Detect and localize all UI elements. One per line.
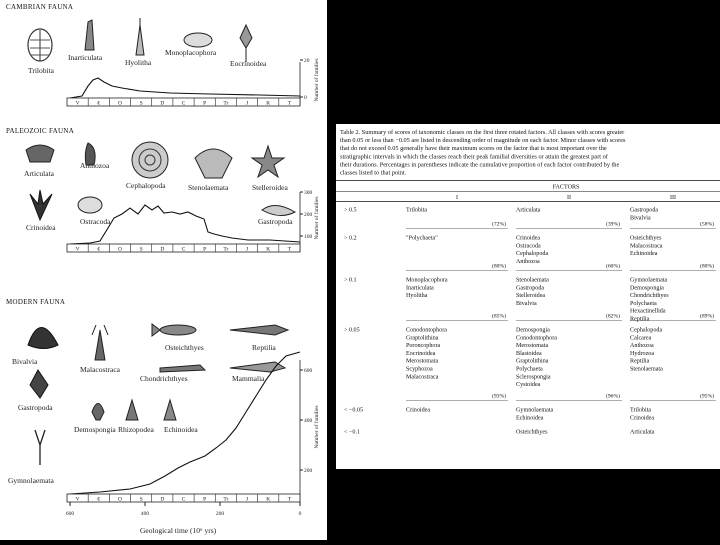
table-cell-item: Reptilia bbox=[630, 316, 650, 323]
section-title-cambrian: CAMBRIAN FAUNA bbox=[6, 3, 74, 11]
taxon-label: Malacostraca bbox=[80, 365, 120, 374]
table-cell-item: Stenolaemata bbox=[516, 277, 549, 284]
mammalia-fossil-icon bbox=[230, 362, 285, 372]
taxon-label: Ostracoda bbox=[80, 217, 111, 226]
table-caption-line: Table 2. Summary of scores of taxonomic classes on the first three rotated factors. All classes with scores greater bbox=[340, 129, 625, 136]
table-cell-item: Conodontophora bbox=[516, 335, 557, 342]
taxon-label: Rhizopodea bbox=[118, 425, 154, 434]
table-cell-item: Anthozoa bbox=[516, 258, 540, 265]
y-axis-title: Number of families bbox=[314, 196, 320, 240]
taxon-label: Gymnolaemata bbox=[8, 476, 54, 485]
table-cell-item: Malacostraca bbox=[630, 243, 663, 250]
period-label: € bbox=[97, 100, 101, 107]
table-cell-percent: (89%) bbox=[700, 313, 714, 320]
period-label: T bbox=[287, 100, 292, 107]
table-cell-item: Gastropoda bbox=[516, 285, 545, 292]
period-label: Tr bbox=[223, 246, 229, 253]
section-title-modern: MODERN FAUNA bbox=[6, 298, 66, 306]
table-cell-item: Gymnolaemata bbox=[630, 277, 668, 284]
demospongia-fossil-icon bbox=[92, 404, 104, 421]
period-label: J bbox=[245, 496, 249, 503]
table-cell-item: Gymnolaemata bbox=[516, 407, 554, 414]
table-caption-line: stratigraphic intervals in which the classes reach their peak familial diversities or attain the greatest part of bbox=[340, 153, 608, 161]
table-cell-percent: (60%) bbox=[606, 263, 620, 270]
table-cell-item: Stenolaemata bbox=[630, 366, 663, 373]
echinoidea-fossil-icon bbox=[164, 400, 176, 420]
period-label: K bbox=[266, 100, 271, 107]
table-cell-item: Reptilia bbox=[630, 358, 650, 365]
rhizopodea-fossil-icon bbox=[126, 400, 138, 420]
table-cell-percent: (96%) bbox=[606, 393, 620, 400]
taxon-label: Stenolaemata bbox=[188, 183, 229, 192]
malacostraca-fossil-icon bbox=[92, 325, 108, 360]
period-label: T bbox=[287, 246, 292, 253]
table-cell-percent: (95%) bbox=[700, 393, 714, 400]
period-label: P bbox=[203, 246, 207, 253]
table-caption-line: their durations. Percentages in parentheses indicate the cumulative proportion of each factor contributed by the bbox=[340, 161, 620, 169]
table-cell-item: Ostracoda bbox=[516, 243, 541, 250]
table-cell-item: Chondrichthyes bbox=[630, 293, 669, 300]
factor-table bbox=[336, 124, 720, 469]
taxon-label: Eocrinoidea bbox=[230, 59, 267, 68]
column-header: II bbox=[566, 195, 572, 201]
period-label: S bbox=[139, 246, 143, 253]
period-label: S bbox=[139, 496, 143, 503]
bivalvia-fossil-icon bbox=[28, 328, 58, 349]
taxon-label: Bivalvia bbox=[12, 357, 38, 366]
table-row bbox=[344, 430, 655, 436]
period-label: D bbox=[160, 100, 165, 107]
table-cell-item: Cystoidea bbox=[516, 382, 541, 389]
table-cell-item: Hydrozoa bbox=[630, 350, 655, 357]
table-cell-item: Stelleroidea bbox=[516, 293, 546, 300]
osteichthyes-fossil-icon bbox=[152, 324, 196, 336]
stenolaemata-fossil-icon bbox=[195, 149, 232, 178]
inarticulata-fossil-icon bbox=[85, 20, 94, 50]
table-cell-item: Inarticulata bbox=[406, 285, 434, 292]
stelleroidea-fossil-icon bbox=[252, 146, 284, 177]
x-tick-label: 600 bbox=[65, 511, 75, 517]
table-row bbox=[344, 408, 654, 422]
y-tick-label: 400 bbox=[304, 418, 313, 424]
row-score-label: > 0.2 bbox=[344, 235, 357, 242]
period-label: V bbox=[75, 100, 80, 107]
period-label: S bbox=[139, 100, 143, 107]
table-cell-item: Articulata bbox=[516, 207, 541, 214]
row-score-label: > 0.1 bbox=[344, 277, 357, 284]
taxon-label: Trilobita bbox=[28, 66, 54, 75]
taxon-label: Gastropoda bbox=[258, 217, 293, 226]
row-score-label: > 0.5 bbox=[344, 207, 357, 214]
y-tick-label: 200 bbox=[304, 468, 313, 474]
table-cell-item: Osteichthyes bbox=[630, 235, 662, 242]
period-label: € bbox=[97, 496, 101, 503]
diversity-curve bbox=[70, 78, 300, 98]
eocrinoidea-fossil-icon bbox=[240, 25, 252, 62]
column-header: I bbox=[455, 195, 459, 201]
row-score-label: > 0.05 bbox=[344, 327, 360, 334]
period-label: Tr bbox=[223, 496, 229, 503]
period-label: O bbox=[117, 246, 122, 253]
table-cell-item: Calcarea bbox=[630, 335, 652, 342]
x-tick-label: 0 bbox=[298, 511, 302, 517]
table-cell-item: Malacostraca bbox=[406, 374, 439, 381]
period-label: C bbox=[181, 246, 186, 253]
table-cell-item: Trilobita bbox=[630, 407, 652, 414]
taxon-label: Demospongia bbox=[74, 425, 116, 434]
table-cell-item: Graptolithina bbox=[406, 335, 439, 342]
table-cell-item: Eocrinoidea bbox=[406, 350, 436, 357]
table-row bbox=[344, 236, 716, 271]
table-cell-item: Poroncophora bbox=[406, 343, 441, 350]
table-caption-line: than 0.05 or less than −0.05 are listed in descending order of magnitude on each factor. Minor classes with scores bbox=[340, 137, 626, 145]
ostracoda-fossil-icon bbox=[78, 197, 102, 213]
table-cell-item: Sclerospongia bbox=[516, 374, 551, 381]
table-cell-percent: (80%) bbox=[700, 263, 714, 270]
gastropoda-fossil-icon bbox=[30, 370, 48, 398]
period-label: J bbox=[245, 100, 249, 107]
y-tick-label: 600 bbox=[304, 368, 313, 374]
taxon-label: Hyolitha bbox=[125, 58, 152, 67]
table-cell-item: Articulata bbox=[630, 429, 655, 436]
table-cell-item: Echinoidea bbox=[630, 251, 658, 258]
table-cell-item: Monoplacophora bbox=[406, 277, 448, 284]
table-cell-percent: (72%) bbox=[492, 221, 506, 228]
table-cell-percent: (93%) bbox=[492, 393, 506, 400]
table-cell-item: Hexactinellida bbox=[630, 308, 666, 315]
x-tick-label: 200 bbox=[215, 511, 225, 517]
table-cell-item: Merostomata bbox=[406, 358, 439, 365]
table-cell-item: Graptolithina bbox=[516, 358, 549, 365]
hyolitha-fossil-icon bbox=[136, 18, 144, 55]
table-cell-percent: (58%) bbox=[700, 221, 714, 228]
table-cell-item: "Polychaeta" bbox=[406, 235, 438, 242]
period-label: O bbox=[117, 496, 122, 503]
articulata-fossil-icon bbox=[26, 145, 54, 162]
y-tick-label: 20 bbox=[304, 58, 310, 64]
row-score-label: < −0.05 bbox=[344, 407, 364, 414]
period-label: T bbox=[287, 496, 292, 503]
factors-header: FACTORS bbox=[552, 184, 580, 191]
period-label: O bbox=[117, 100, 122, 107]
cephalopoda-fossil-icon bbox=[132, 142, 168, 178]
period-label: D bbox=[160, 496, 165, 503]
taxon-label: Stelleroidea bbox=[252, 183, 288, 192]
period-label: K bbox=[266, 496, 271, 503]
taxon-label: Inarticulata bbox=[68, 53, 103, 62]
table-cell-item: Polychaeta bbox=[516, 366, 543, 373]
table-cell-item: Bivalvia bbox=[630, 215, 651, 222]
table-cell-item: Anthozoa bbox=[630, 343, 654, 350]
table-cell-item: Bivalvia bbox=[516, 300, 537, 307]
monoplacophora-fossil-icon bbox=[184, 33, 212, 47]
gastropoda-fossil-icon bbox=[262, 205, 295, 215]
table-cell-item: Hyolitha bbox=[406, 293, 428, 300]
table-cell-percent: (80%) bbox=[492, 263, 506, 270]
taxon-label: Echinoidea bbox=[164, 425, 198, 434]
table-cell-item: Crinoidea bbox=[630, 415, 655, 422]
taxon-label: Cephalopoda bbox=[126, 181, 166, 190]
gymnolaemata-fossil-icon bbox=[35, 430, 45, 465]
table-row bbox=[344, 208, 716, 229]
table-cell-item: Echinoidea bbox=[516, 415, 544, 422]
y-tick-label: 300 bbox=[304, 190, 313, 196]
table-cell-item: Conodontophora bbox=[406, 327, 447, 334]
reptilia-fossil-icon bbox=[230, 325, 288, 335]
table-cell-item: Cephalopoda bbox=[630, 327, 663, 334]
y-tick-label: 0 bbox=[304, 95, 307, 101]
period-label: J bbox=[245, 246, 249, 253]
period-label: K bbox=[266, 246, 271, 253]
period-label: P bbox=[203, 100, 207, 107]
taxon-label: Gastropoda bbox=[18, 403, 53, 412]
table-caption-line: classes listed to that point. bbox=[340, 169, 407, 177]
period-label: C bbox=[181, 496, 186, 503]
trilobite-fossil-icon bbox=[28, 29, 52, 61]
row-score-label: < −0.1 bbox=[344, 429, 361, 436]
table-row bbox=[344, 328, 716, 401]
table-cell-item: Demospongia bbox=[630, 285, 664, 292]
column-header: III bbox=[669, 195, 677, 201]
y-axis-title: Number of families bbox=[314, 58, 320, 102]
cambrian-diversity-plot bbox=[67, 58, 320, 106]
table-cell-item: Polychaeta bbox=[630, 300, 657, 307]
diversity-figure-panel bbox=[0, 0, 327, 540]
table-cell-item: Osteichthyes bbox=[516, 429, 548, 436]
period-label: V bbox=[75, 246, 80, 253]
diversity-figure bbox=[0, 0, 327, 540]
taxon-label: Articulata bbox=[24, 169, 54, 178]
table-cell-item: Scyphozoa bbox=[406, 366, 433, 373]
taxon-label: Anthozoa bbox=[80, 161, 110, 170]
table-cell-item: Crinoidea bbox=[516, 235, 541, 242]
period-label: Tr bbox=[223, 100, 229, 107]
chondrichthyes-fossil-icon bbox=[160, 365, 205, 372]
period-label: D bbox=[160, 246, 165, 253]
table-cell-item: Blastoidea bbox=[516, 350, 542, 357]
x-tick-label: 400 bbox=[140, 511, 150, 517]
table-cell-percent: (39%) bbox=[606, 221, 620, 228]
y-axis-title: Number of families bbox=[314, 405, 320, 449]
taxon-label: Monoplacophora bbox=[165, 48, 217, 57]
taxon-label: Osteichthyes bbox=[165, 343, 204, 352]
x-axis-title: Geological time (10⁶ yrs) bbox=[140, 526, 217, 535]
table-cell-item: Cephalopoda bbox=[516, 251, 549, 258]
y-tick-label: 100 bbox=[304, 234, 313, 240]
table-cell-percent: (82%) bbox=[606, 313, 620, 320]
taxon-label: Reptilia bbox=[252, 343, 276, 352]
table-cell-item: Crinoidea bbox=[406, 407, 431, 414]
table-cell-item: Trilobita bbox=[406, 207, 428, 214]
period-label: V bbox=[75, 496, 80, 503]
period-label: C bbox=[181, 100, 186, 107]
table-cell-item: Gastropoda bbox=[630, 207, 659, 214]
table-row bbox=[344, 278, 716, 323]
period-label: € bbox=[97, 246, 101, 253]
factor-table-panel bbox=[336, 124, 720, 469]
table-cell-item: Demospongia bbox=[516, 327, 550, 334]
period-label: P bbox=[203, 496, 207, 503]
taxon-label: Crinoidea bbox=[26, 223, 56, 232]
taxon-label: Mammalia bbox=[232, 374, 265, 383]
section-title-paleozoic: PALEOZOIC FAUNA bbox=[6, 127, 75, 135]
table-caption-line: that do not exceed 0.05 generally have their maximum scores on the factor that is most important over the bbox=[340, 145, 607, 153]
y-tick-label: 200 bbox=[304, 212, 313, 218]
table-cell-percent: (85%) bbox=[492, 313, 506, 320]
crinoidea-fossil-icon bbox=[30, 190, 52, 220]
table-cell-item: Merostomata bbox=[516, 343, 549, 350]
taxon-label: Chondrichthyes bbox=[140, 374, 188, 383]
